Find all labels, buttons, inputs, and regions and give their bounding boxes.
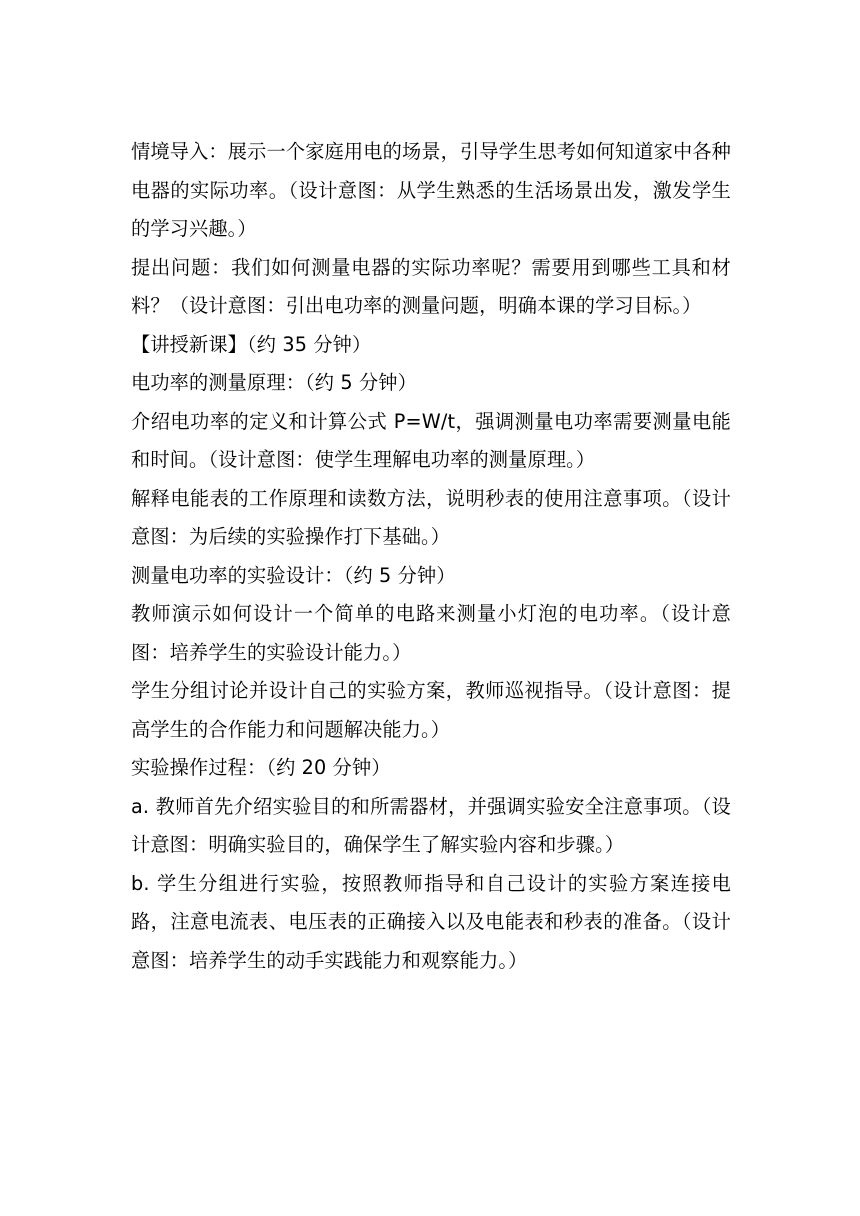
paragraph-raise-question: 提出问题：我们如何测量电器的实际功率呢？需要用到哪些工具和材料？（设计意图：引出电功率的测量问题，明确本课的学习目标。）: [131, 255, 731, 317]
paragraph-scenario-intro: 情境导入：展示一个家庭用电的场景，引导学生思考如何知道家中各种电器的实际功率。（设计意图：从学生熟悉的生活场景出发，激发学生的学习兴趣。）: [131, 140, 731, 240]
subheading-experiment-process: 实验操作过程：（约 20 分钟）: [131, 756, 391, 779]
subheading-measurement-principle: 电功率的测量原理：（约 5 分钟）: [131, 371, 417, 394]
section-heading-new-lesson: 【讲授新课】（约 35 分钟）: [131, 332, 372, 356]
paragraph-meter-explanation: 解释电能表的工作原理和读数方法，说明秒表的使用注意事项。（设计意图：为后续的实验操作打下基础。）: [131, 486, 731, 548]
subheading-experiment-design: 测量电功率的实验设计：（约 5 分钟）: [131, 563, 456, 587]
list-item-step-a: a. 教师首先介绍实验目的和所需器材，并强调实验安全注意事项。（设计意图：明确实验目的，确保学生了解实验内容和步骤。）: [131, 794, 731, 856]
paragraph-power-definition: 介绍电功率的定义和计算公式 P=W/t，强调测量电功率需要测量电能和时间。（设计意图：使学生理解电功率的测量原理。）: [131, 409, 731, 471]
document-body: [131, 133, 731, 980]
paragraph-group-discussion: 学生分组讨论并设计自己的实验方案，教师巡视指导。（设计意图：提高学生的合作能力和问题解决能力。）: [131, 679, 731, 741]
list-item-step-b: b. 学生分组进行实验，按照教师指导和自己设计的实验方案连接电路，注意电流表、电压表的正确接入以及电能表和秒表的准备。（设计意图：培养学生的动手实践能力和观察能力。）: [131, 871, 731, 972]
paragraph-teacher-demo: 教师演示如何设计一个简单的电路来测量小灯泡的电功率。（设计意图：培养学生的实验设计能力。）: [131, 602, 731, 664]
